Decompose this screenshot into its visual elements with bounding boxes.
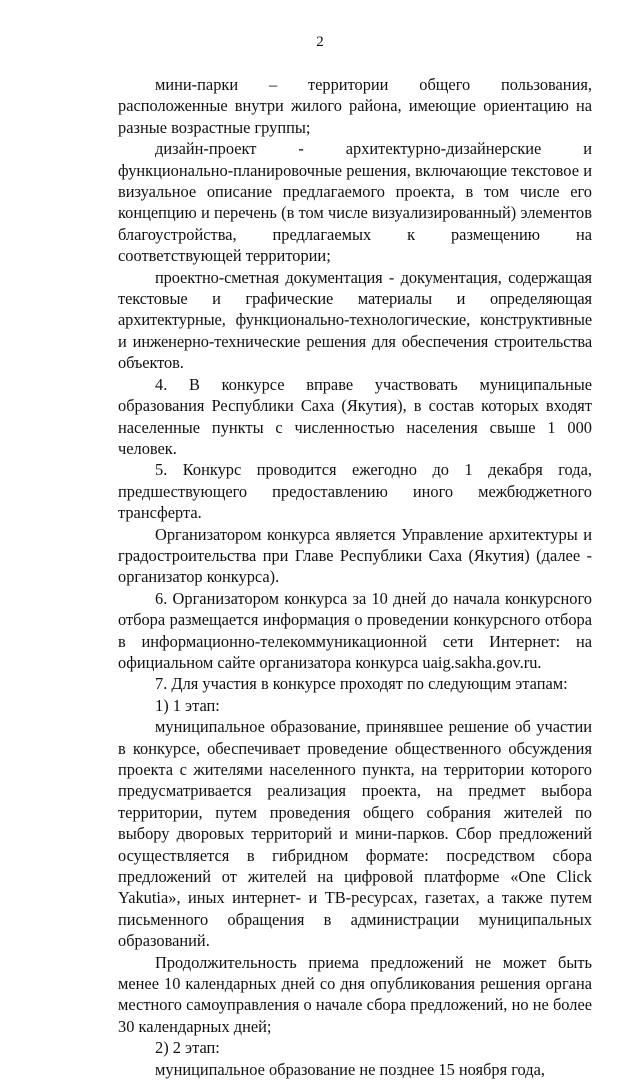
paragraph-item-6: 6. Организатором конкурса за 10 дней до начала конкурсного отбора размещается информация о проведении конкурсного отбора в информационно-телекоммуникационной сети Интернет: на официальном сайте организатора конкурса uaig.sakha.gov.ru.	[118, 588, 592, 672]
paragraph-stage-2-body: муниципальное образование не позднее 15 ноября года,	[155, 1059, 545, 1079]
paragraph-stage-1-body: муниципальное образование, принявшее решение об участии в конкурсе, обеспечивает проведение общественного обсуждения проекта с жителями населенного пункта, на территории которого предусматривается реализация проекта, на предмет выбора территории, путем проведения общего собрания жителей по выбору дворовых территорий и мини-парков. Сбор предложений осуществляется в гибридном формате: посредством сбора предложений от жителей на цифровой платформе «One Click Yakutia», иных интернет- и ТВ-ресурсах, газетах, а также путем письменного обращения в администрации муниципальных образований.	[118, 717, 592, 951]
paragraph-design-project-definition: дизайн-проект - архитектурно-дизайнерские и функционально-планировочные решения, включающие текстовое и визуальное описание предлагаемого проекта, в том числе его концепцию и перечень (в том числе визуализированный) элементов благоустройства, предлагаемых к размещению на соответствующей территории;	[118, 139, 592, 266]
paragraph-item-4: 4. В конкурсе вправе участвовать муниципальные образования Республики Саха (Якутия), в состав которых входят населенные пункты с численностью населения свыше 1 000 человек.	[118, 374, 592, 458]
paragraph-duration: Продолжительность приема предложений не может быть менее 10 календарных дней со дня опубликования решения органа местного самоуправления о начале сбора предложений, но не более 30 календарных дней;	[118, 952, 592, 1036]
document-body	[118, 74, 592, 1080]
page-number: 2	[316, 34, 324, 50]
paragraph-stage-1-heading: 1) 1 этап:	[155, 695, 220, 715]
paragraph-item-5: 5. Конкурс проводится ежегодно до 1 декабря года, предшествующего предоставлению иного межбюджетного трансферта.	[118, 460, 592, 523]
paragraph-item-7: 7. Для участия в конкурсе проходят по следующим этапам:	[155, 674, 568, 694]
paragraph-stage-2-heading: 2) 2 этап:	[155, 1038, 220, 1058]
paragraph-organizer: Организатором конкурса является Управление архитектуры и градостроительства при Главе Республики Саха (Якутия) (далее - организатор конкурса).	[118, 524, 592, 587]
paragraph-design-estimate-documentation: проектно-сметная документация - документация, содержащая текстовые и графические материалы и определяющая архитектурные, функционально-технологические, конструктивные и инженерно-технические решения для обеспечения строительства объектов.	[118, 267, 592, 373]
paragraph-mini-parks-definition: мини-парки – территории общего пользования, расположенные внутри жилого района, имеющие ориентацию на разные возрастные группы;	[118, 75, 592, 137]
